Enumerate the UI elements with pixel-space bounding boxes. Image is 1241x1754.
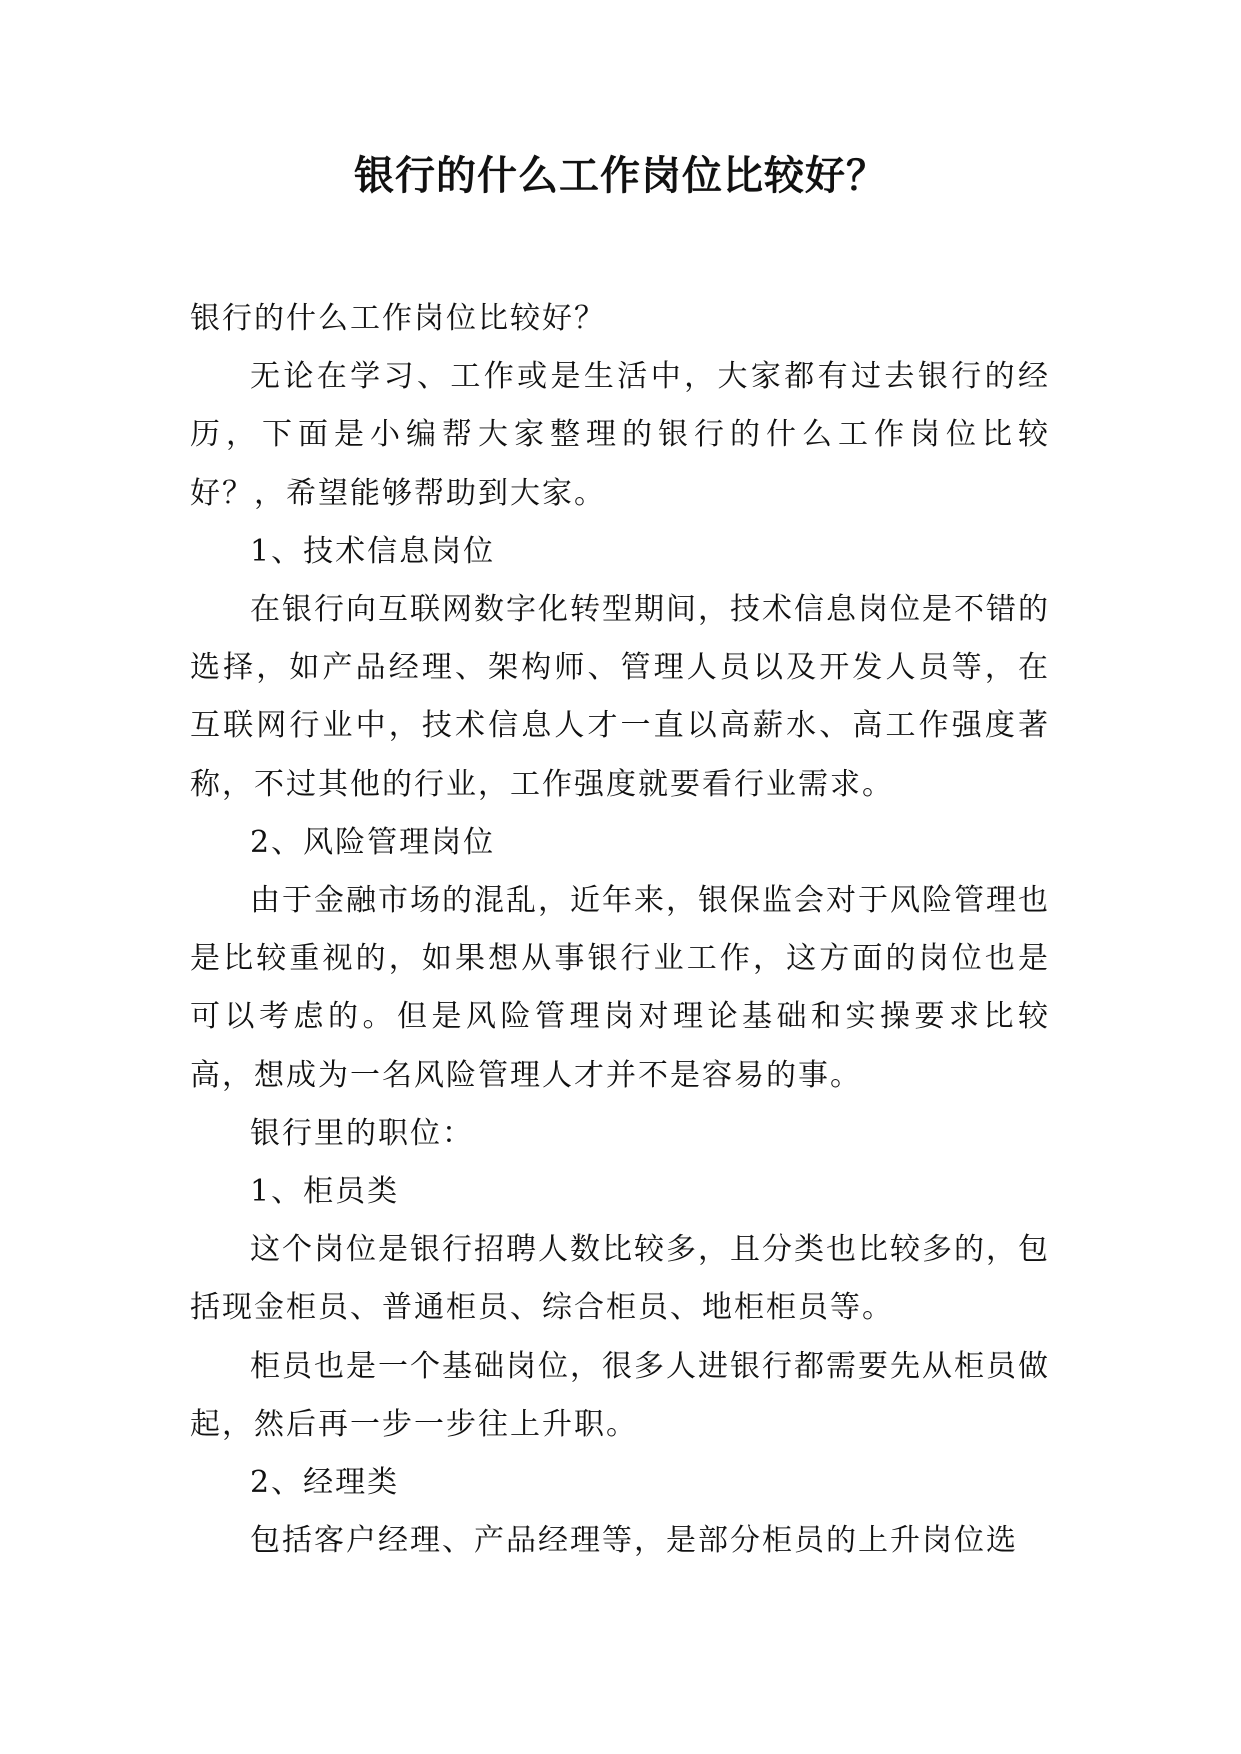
section-heading-risk: 2、风险管理岗位 (250, 824, 496, 860)
paragraph-teller-2: 柜员也是一个基础岗位，很多人进银行都需要先从柜员做起，然后再一步一步往上升职。 (190, 1348, 1050, 1442)
paragraph-teller-1: 这个岗位是银行招聘人数比较多，且分类也比较多的，包括现金柜员、普通柜员、综合柜员、地柜柜员等。 (190, 1232, 1050, 1326)
paragraph-tech: 在银行向互联网数字化转型期间，技术信息岗位是不错的选择，如产品经理、架构师、管理人员以及开发人员等，在互联网行业中，技术信息人才一直以高薪水、高工作强度著称，不过其他的行业，工作强度就要看行业需求。 (190, 592, 1050, 802)
section-heading-tech: 1、技术信息岗位 (250, 533, 496, 569)
section-heading-positions: 银行里的职位： (250, 1115, 474, 1151)
paragraph-heading: 银行的什么工作岗位比较好？ (190, 301, 606, 336)
document-title: 银行的什么工作岗位比较好？ (354, 152, 887, 199)
paragraph-risk: 由于金融市场的混乱，近年来，银保监会对于风险管理也是比较重视的，如果想从事银行业工作，这方面的岗位也是可以考虑的。但是风险管理岗对理论基础和实操要求比较高，想成为一名风险管理人才并不是容易的事。 (190, 883, 1050, 1093)
document-body (190, 290, 1050, 1570)
subheading-teller: 1、柜员类 (250, 1174, 400, 1210)
paragraph-manager: 包括客户经理、产品经理等，是部分柜员的上升岗位选 (250, 1523, 1018, 1559)
paragraph-intro: 无论在学习、工作或是生活中，大家都有过去银行的经历，下面是小编帮大家整理的银行的什么工作岗位比较好？，希望能够帮助到大家。 (190, 359, 1050, 511)
subheading-manager: 2、经理类 (250, 1465, 400, 1501)
